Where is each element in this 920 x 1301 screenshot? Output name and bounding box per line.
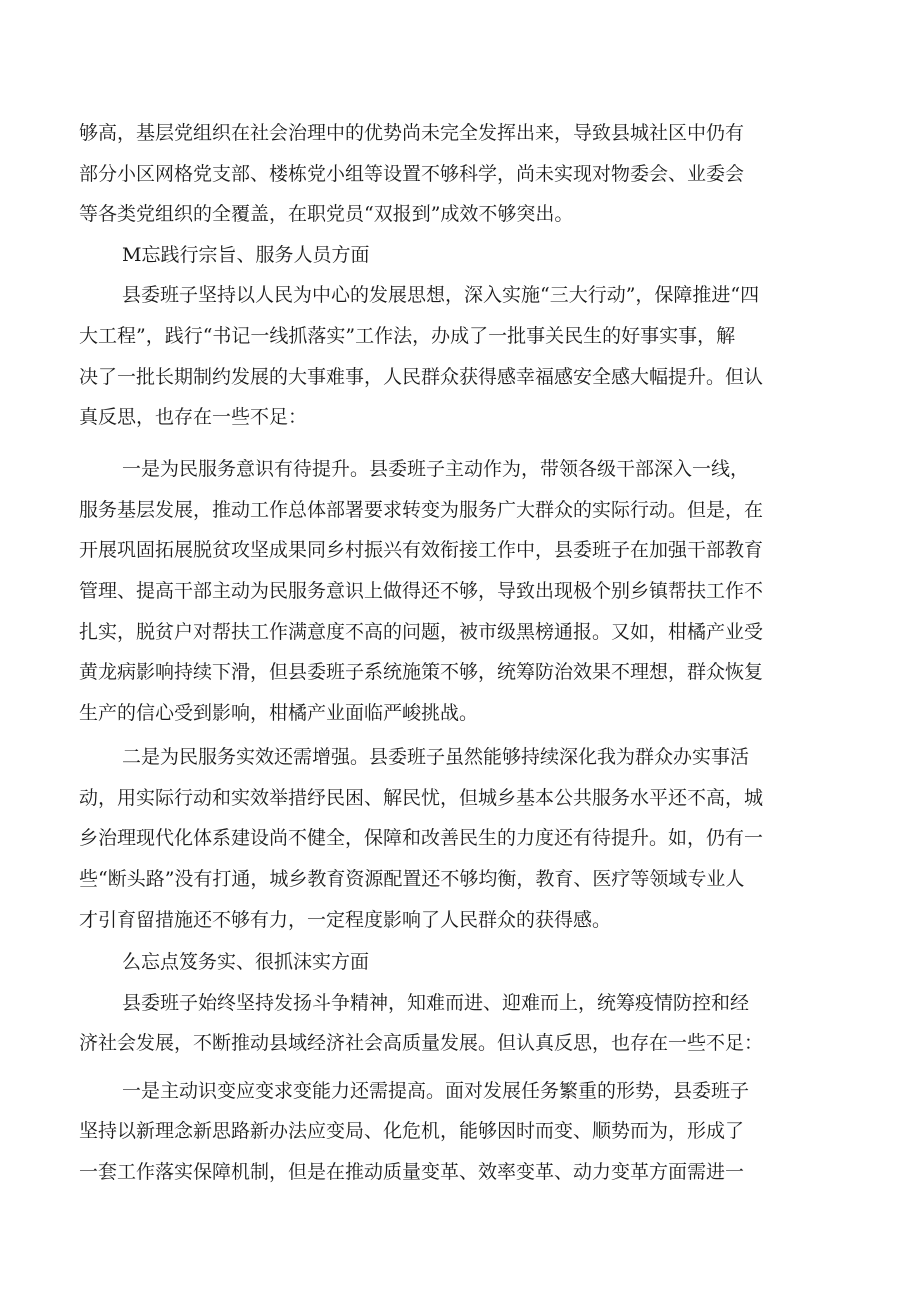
text-line: 一是主动识变应变求变能力还需提高。面对发展任务繁重的形势，县委班子: [122, 1080, 750, 1102]
text-line: 坚持以新理念新思路新办法应变局、化危机，能够因时而变、顺势而为，形成了: [79, 1120, 745, 1142]
text-line: 等各类党组织的全覆盖，在职党员“双报到”成效不够突出。: [79, 203, 574, 225]
text-line: 管理、提高干部主动为民服务意识上做得还不够，导致出现极个别乡镇帮扶工作不: [79, 580, 764, 602]
text-line: 够高，基层党组织在社会治理中的优势尚未完全发挥出来，导致县城社区中仍有: [79, 122, 745, 144]
text-line: 县委班子坚持以人民为中心的发展思想，深入实施“三大行动”，保障推进“四: [122, 284, 760, 306]
text-line: 一是为民服务意识有待提升。县委班子主动作为，带领各级干部深入一线，: [122, 458, 750, 480]
text-line: 二是为民服务实效还需增强。县委班子虽然能够持续深化我为群众办实事活: [122, 746, 750, 768]
text-line: 大工程”，践行“书记一线抓落实”工作法，办成了一批事关民生的好事实事，解: [79, 325, 736, 347]
section-heading: M忘践行宗旨、服务人员方面: [122, 244, 370, 266]
text-line: 济社会发展，不断推动县域经济社会高质量发展。但认真反思，也存在一些不足：: [79, 1032, 764, 1054]
text-line: 真反思，也存在一些不足：: [79, 406, 308, 428]
text-line: 一套工作落实保障机制，但是在推动质量变革、效率变革、动力变革方面需进一: [79, 1161, 745, 1183]
text-line: 县委班子始终坚持发扬斗争精神，知难而进、迎难而上，统筹疫情防控和经: [122, 992, 750, 1014]
text-line: 些“断头路”没有打通，城乡教育资源配置还不够均衡，教育、医疗等领域专业人: [79, 868, 745, 890]
text-line: 服务基层发展，推动工作总体部署要求转变为服务广大群众的实际行动。但是，在: [79, 499, 764, 521]
text-line: 部分小区网格党支部、楼栋党小组等设置不够科学，尚未实现对物委会、业委会: [79, 163, 745, 185]
section-heading: 么忘点笈务实、很抓沫实方面: [122, 951, 370, 973]
text-line: 才引育留措施还不够有力，一定程度影响了人民群众的获得感。: [79, 909, 612, 931]
text-line: 动，用实际行动和实效举措纾民困、解民忧，但城乡基本公共服务水平还不高，城: [79, 787, 764, 809]
text-line: 扎实，脱贫户对帮扶工作满意度不高的问题，被市级黑榜通报。又如，柑橘产业受: [79, 621, 764, 643]
text-line: 乡治理现代化体系建设尚不健全，保障和改善民生的力度还有待提升。如，仍有一: [79, 827, 764, 849]
text-line: 开展巩固拓展脱贫攻坚成果同乡村振兴有效衔接工作中，县委班子在加强干部教育: [79, 539, 764, 561]
text-line: 生产的信心受到影响，柑橘产业面临严峻挑战。: [79, 702, 479, 724]
text-line: 决了一批长期制约发展的大事难事，人民群众获得感幸福感安全感大幅提升。但认: [79, 366, 764, 388]
text-line: 黄龙病影响持续下滑，但县委班子系统施策不够，统筹防治效果不理想，群众恢复: [79, 661, 764, 683]
